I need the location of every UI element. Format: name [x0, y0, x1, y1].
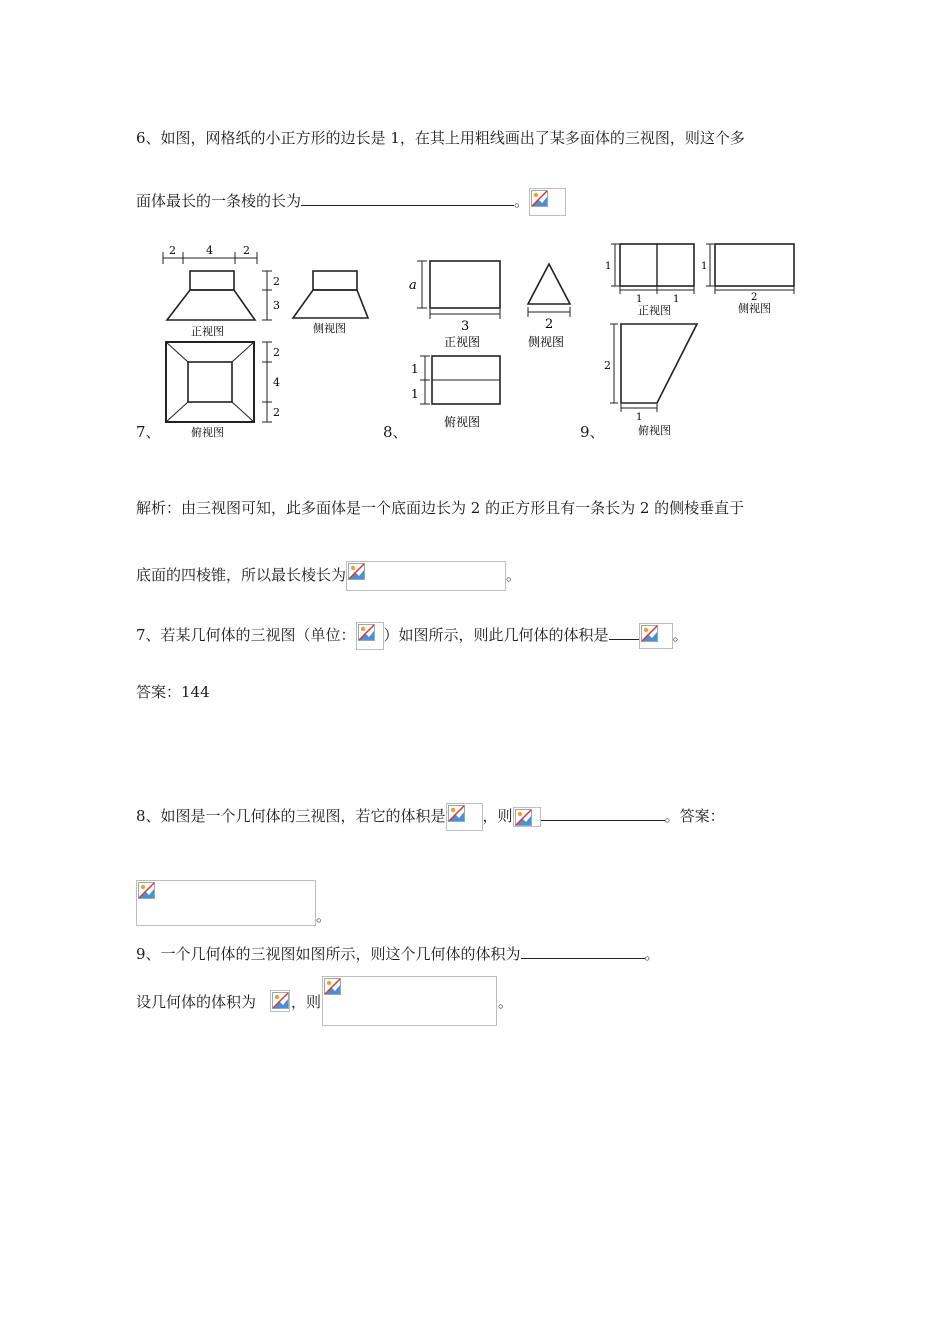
- broken-image-icon: [529, 188, 566, 216]
- broken-image-icon: [322, 976, 497, 1026]
- figure-7-label: 7、: [136, 423, 161, 441]
- caption-side-view: 侧视图: [313, 322, 346, 335]
- q8-part1: 8、如图是一个几何体的三视图，若它的体积是: [136, 807, 446, 825]
- analysis-end: 。: [506, 566, 522, 584]
- image-placeholder-icon: [531, 190, 548, 207]
- q6-line2-text: 面体最长的一条棱的长为: [136, 192, 302, 210]
- image-placeholder-icon: [272, 992, 289, 1009]
- dim-label: 2: [273, 346, 280, 359]
- broken-image-icon: [270, 990, 290, 1012]
- caption-front-view: 正视图: [444, 335, 481, 349]
- caption-front-view: 正视图: [638, 304, 671, 317]
- broken-image-icon: [356, 622, 384, 650]
- dim-label: 2: [243, 244, 250, 257]
- caption-side-view: 侧视图: [528, 335, 565, 349]
- dim-label: 3: [461, 319, 470, 334]
- caption-top-view: 俯视图: [444, 415, 481, 429]
- image-placeholder-icon: [448, 805, 465, 822]
- answer-blank: [521, 944, 645, 959]
- image-placeholder-icon: [324, 978, 341, 995]
- caption-front-view: 正视图: [191, 325, 224, 338]
- caption-top-view: 俯视图: [638, 424, 671, 437]
- dim-label: 2: [545, 317, 554, 332]
- dim-label: 4: [206, 244, 213, 257]
- q7-answer: 答案：144: [136, 683, 210, 701]
- dim-label: 4: [273, 376, 280, 389]
- caption-side-view: 侧视图: [738, 302, 771, 315]
- dim-label: 1: [411, 362, 419, 376]
- image-placeholder-icon: [641, 625, 658, 642]
- q8-part2: ，则: [482, 807, 513, 825]
- q6-line1: 6、如图，网格纸的小正方形的边长是 1，在其上用粗线画出了某多面体的三视图，则这个多: [136, 129, 745, 147]
- q9-line2-part1: 设几何体的体积为: [136, 993, 257, 1011]
- analysis-line2: [136, 561, 521, 591]
- q7-part1: 7、若某几何体的三视图（单位：: [136, 626, 356, 644]
- q9-line2-part2: ，则: [291, 993, 322, 1011]
- q6-line2: [136, 188, 566, 216]
- analysis-line2-text: 底面的四棱锥，所以最长棱长为: [136, 566, 347, 584]
- answer-blank: [301, 191, 514, 206]
- broken-image-icon: [513, 807, 541, 827]
- image-placeholder-icon: [515, 809, 532, 826]
- q9-line1: [136, 944, 660, 964]
- dim-label: 1: [411, 387, 419, 401]
- broken-image-icon: [346, 561, 506, 591]
- image-placeholder-icon: [138, 882, 155, 899]
- analysis-line1: 解析：由三视图可知，此多面体是一个底面边长为 2 的正方形且有一条长为 2 的侧棱垂直于: [136, 499, 745, 517]
- q8-answer-end: 。: [316, 907, 332, 925]
- figure-7-three-views: [155, 238, 290, 438]
- dim-label: 3: [273, 299, 280, 312]
- q8-end: 。答案：: [664, 807, 725, 825]
- broken-image-icon: [136, 880, 316, 926]
- dim-label: 1: [636, 412, 643, 423]
- caption-top-view: 俯视图: [191, 426, 224, 438]
- figure-9-label: 9、: [580, 423, 605, 441]
- dim-label: 2: [169, 244, 176, 257]
- figure-8-label: 8、: [383, 423, 408, 441]
- q8-line: [136, 803, 725, 831]
- q9-line1-text: 9、一个几何体的三视图如图所示，则这个几何体的体积为: [136, 945, 521, 963]
- figure-9-three-views: [598, 238, 803, 438]
- q6-end: 。: [514, 192, 530, 210]
- image-placeholder-icon: [358, 624, 375, 641]
- figure-7-side-view: [290, 262, 370, 337]
- dim-label: 1: [701, 261, 708, 272]
- dim-label: 1: [673, 294, 680, 305]
- q7-line: [136, 622, 688, 650]
- q8-answer-line: [136, 880, 331, 928]
- q9-end: 。: [644, 945, 660, 963]
- broken-image-icon: [446, 803, 483, 831]
- figure-8-three-views: [402, 250, 592, 435]
- q9-line2-end: 。: [498, 993, 514, 1011]
- image-placeholder-icon: [348, 563, 365, 580]
- answer-blank: [609, 625, 639, 640]
- dim-label: 2: [273, 275, 280, 288]
- dim-label: 2: [751, 292, 758, 303]
- broken-image-icon: [639, 623, 673, 649]
- dim-label: 2: [604, 359, 611, 372]
- dim-label: 1: [636, 294, 643, 305]
- q7-end: 。: [672, 626, 688, 644]
- dim-label: 1: [605, 261, 612, 272]
- q7-part2: ）如图所示，则此几何体的体积是: [383, 626, 609, 644]
- dim-label: a: [409, 278, 417, 293]
- dim-label: 2: [273, 406, 280, 419]
- answer-blank: [541, 806, 665, 821]
